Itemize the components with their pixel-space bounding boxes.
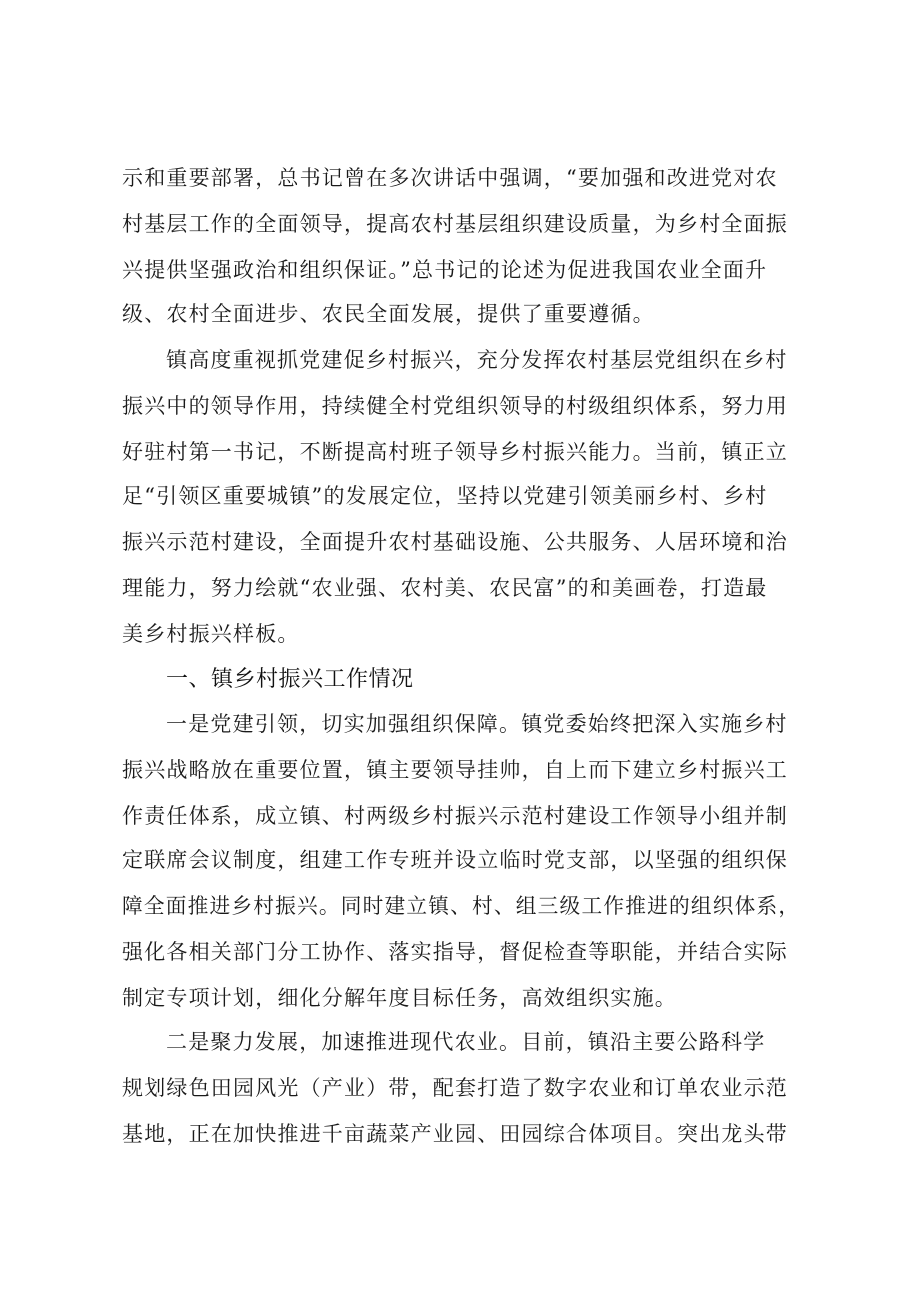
paragraph-3-line-3: 作责任体系，成立镇、村两级乡村振兴示范村建设工作领导小组并制 [122, 804, 788, 828]
paragraph-2-line-7: 美乡村振兴样板。 [122, 622, 300, 646]
paragraph-3-line-2: 振兴战略放在重要位置，镇主要领导挂帅，自上而下建立乡村振兴工 [122, 758, 788, 782]
paragraph-2-line-1: 镇高度重视抓党建促乡村振兴，充分发挥农村基层党组织在乡村 [166, 348, 788, 372]
paragraph-3-line-1: 一是党建引领，切实加强组织保障。镇党委始终把深入实施乡村 [166, 712, 788, 736]
paragraph-2-line-4: 足“引领区重要城镇”的发展定位，坚持以党建引领美丽乡村、乡村 [122, 484, 768, 508]
paragraph-4-line-2: 规划绿色田园风光（产业）带，配套打造了数字农业和订单农业示范 [122, 1076, 788, 1100]
paragraph-4-line-1: 二是聚力发展，加速推进现代农业。目前，镇沿主要公路科学 [166, 1030, 766, 1054]
section-heading: 一、镇乡村振兴工作情况 [166, 667, 414, 692]
paragraph-1-line-2: 村基层工作的全面领导，提高农村基层组织建设质量，为乡村全面振 [122, 212, 788, 236]
paragraph-3-line-4: 定联席会议制度，组建工作专班并设立临时党支部，以坚强的组织保 [122, 848, 788, 872]
paragraph-1-line-4: 级、农村全面进步、农民全面发展，提供了重要遵循。 [122, 302, 655, 326]
paragraph-1-line-3: 兴提供坚强政治和组织保证。”总书记的论述为促进我国农业全面升 [122, 258, 768, 282]
paragraph-2-line-2: 振兴中的领导作用，持续健全村党组织领导的村级组织体系，努力用 [122, 394, 788, 418]
paragraph-3-line-5: 障全面推进乡村振兴。同时建立镇、村、组三级工作推进的组织体系， [122, 894, 801, 918]
paragraph-2-line-5: 振兴示范村建设，全面提升农村基础设施、公共服务、人居环境和治 [122, 530, 788, 554]
paragraph-2-line-3: 好驻村第一书记，不断提高村班子领导乡村振兴能力。当前，镇正立 [122, 440, 788, 464]
paragraph-4-line-3: 基地，正在加快推进千亩蔬菜产业园、田园综合体项目。突出龙头带 [122, 1122, 788, 1146]
paragraph-3-line-6: 强化各相关部门分工协作、落实指导，督促检查等职能，并结合实际 [122, 940, 788, 964]
paragraph-1-line-1: 示和重要部署，总书记曾在多次讲话中强调，“要加强和改进党对农 [122, 166, 778, 190]
paragraph-2-line-6: 理能力，努力绘就“农业强、农村美、农民富”的和美画卷，打造最 [122, 576, 768, 600]
paragraph-3-line-7: 制定专项计划，细化分解年度目标任务，高效组织实施。 [122, 986, 677, 1010]
